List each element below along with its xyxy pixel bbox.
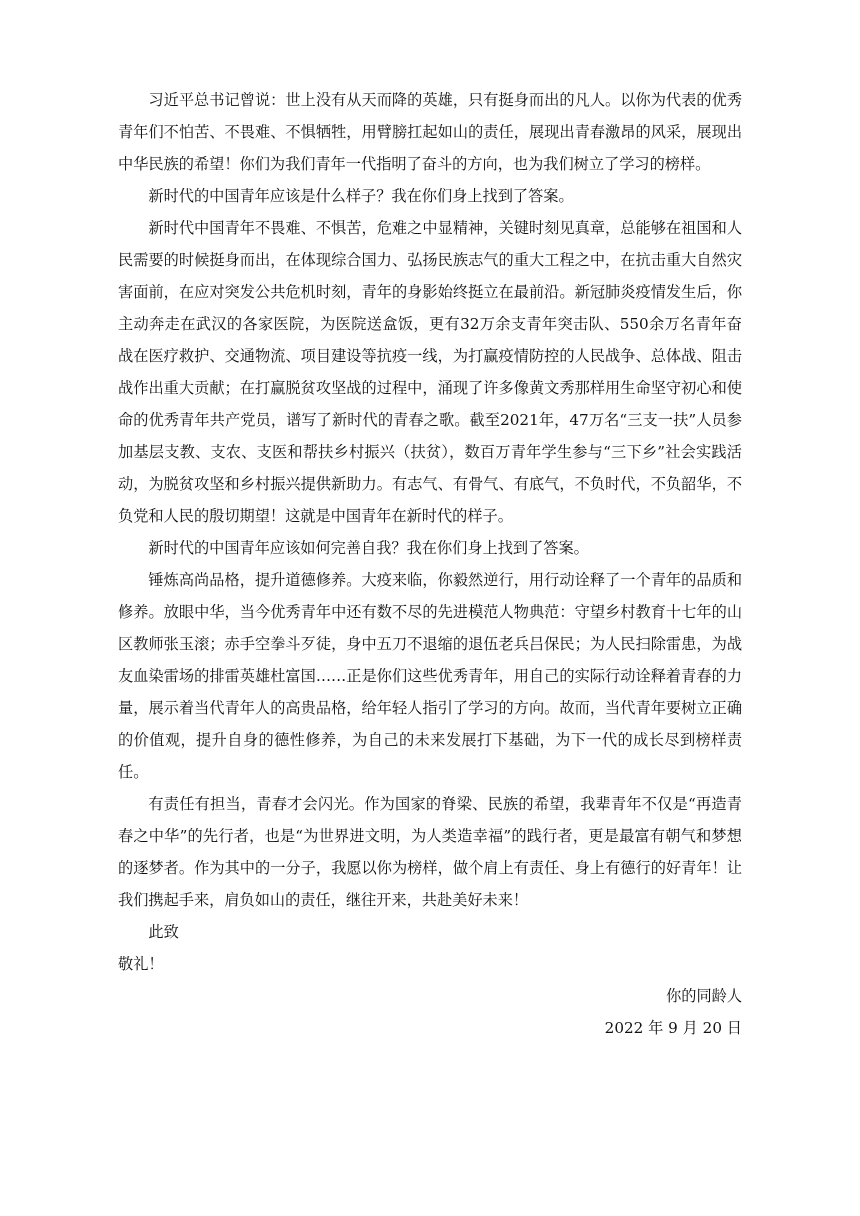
closing-line: 此致 <box>148 923 179 941</box>
salutation: 敬礼！ <box>118 955 164 973</box>
paragraph: 锤炼高尚品格，提升道德修养。大疫来临，你毅然逆行，用行动诠释了一个青年的品质和修养。放眼中华，当今优秀青年中还有数不尽的先进模范人物典范：守望乡村教育十七年的山区教师张玉滚；赤手空拳斗歹徒，身中五刀不退缩的退伍老兵吕保民；为人民扫除雷患，为战友血染雷场的排雷英雄杜富国……正是你们这些优秀青年，用自己的实际行动诠释着青春的力量，展示着当代青年人的高贵品格，给年轻人指引了学习的方向。故而，当代青年要树立正确的价值观，提升自身的德性修养，为自己的未来发展打下基础，为下一代的成长尽到榜样责任。 <box>118 571 742 781</box>
paragraph: 有责任有担当，青春才会闪光。作为国家的脊梁、民族的希望，我辈青年不仅是“再造青春之中华”的先行者，也是“为世界进文明，为人类造幸福”的践行者，更是最富有朝气和梦想的逐梦者。作为其中的一分子，我愿以你为榜样，做个肩上有责任、身上有德行的好青年！让我们携起手来，肩负如山的责任，继往开来，共赴美好未来！ <box>118 795 742 909</box>
paragraph: 新时代的中国青年应该是什么样子？我在你们身上找到了答案。 <box>148 187 574 205</box>
paragraph: 新时代中国青年不畏难、不惧苦，危难之中显精神，关键时刻见真章，总能够在祖国和人民需要的时候挺身而出，在体现综合国力、弘扬民族志气的重大工程之中，在抗击重大自然灾害面前，在应对突发公共危机时刻，青年的身影始终挺立在最前沿。新冠肺炎疫情发生后，你主动奔走在武汉的各家医院，为医院送盒饭，更有32万余支青年突击队、550余万名青年奋战在医疗救护、交通物流、项目建设等抗疫一线，为打赢疫情防控的人民战争、总体战、阻击战作出重大贡献；在打赢脱贫攻坚战的过程中，涌现了许多像黄文秀那样用生命坚守初心和使命的优秀青年共产党员，谱写了新时代的青春之歌。截至2021年，47万名“三支一扶”人员参加基层支教、支农、支医和帮扶乡村振兴（扶贫），数百万青年学生参与“三下乡”社会实践活动，为脱贫攻坚和乡村振兴提供新助力。有志气、有骨气、有底气，不负时代，不负韶华，不负党和人民的殷切期望！这就是中国青年在新时代的样子。 <box>118 219 742 525</box>
signature: 你的同龄人 <box>666 987 742 1005</box>
letter-date: 2022 年 9 月 20 日 <box>604 1019 742 1037</box>
paragraph: 习近平总书记曾说：世上没有从天而降的英雄，只有挺身而出的凡人。以你为代表的优秀青年们不怕苦、不畏难、不惧牺牲，用臂膀扛起如山的责任，展现出青春激昂的风采，展现出中华民族的希望！你们为我们青年一代指明了奋斗的方向，也为我们树立了学习的榜样。 <box>118 91 742 173</box>
paragraph: 新时代的中国青年应该如何完善自我？我在你们身上找到了答案。 <box>148 539 589 557</box>
letter-body <box>118 84 742 1044</box>
